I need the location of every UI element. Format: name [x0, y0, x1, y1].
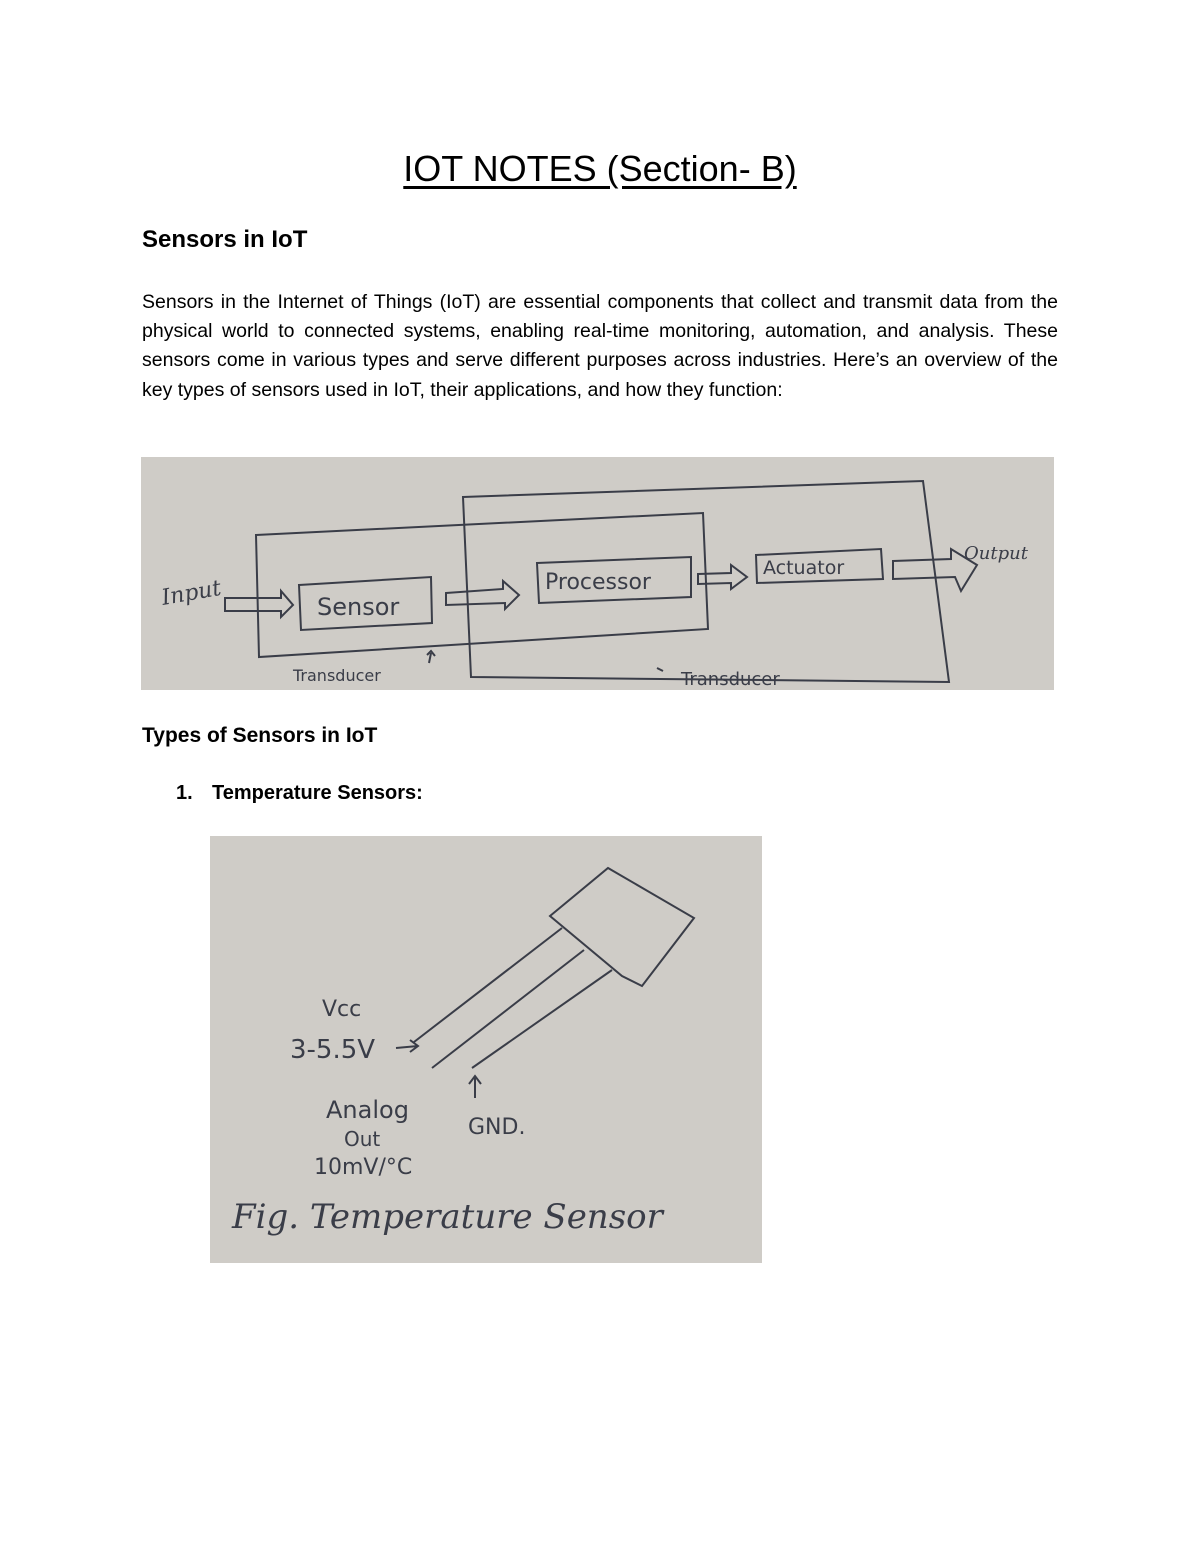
analog-label-line2: Out — [344, 1127, 381, 1151]
list-item — [176, 782, 423, 805]
intro-paragraph: Sensors in the Internet of Things (IoT) are essential components that collect and transmit data from the physical world to connected systems, enabling real-time monitoring, automation, and analysis. These sensors come in various types and serve different purposes across industries. Here’s an overview of the key types of sensors used in IoT, their applications, and how they function: — [142, 291, 1058, 401]
sensor-types-list — [176, 782, 423, 805]
sensor-processor-arrow — [446, 581, 519, 609]
temperature-sensor-drawing — [210, 836, 762, 1263]
section-heading: Sensors in IoT — [142, 226, 308, 253]
types-heading: Types of Sensors in IoT — [142, 724, 378, 747]
transducer-left-label: Transducer — [293, 666, 381, 685]
page-title: IOT NOTES (Section- B) — [403, 148, 797, 189]
input-arrow — [225, 591, 293, 617]
analog-label-line3: 10mV/°C — [314, 1155, 413, 1180]
voltage-label: 3-5.5V — [290, 1035, 376, 1065]
figure-caption: Fig. Temperature Sensor — [232, 1197, 663, 1237]
actuator-label: Actuator — [763, 557, 845, 579]
temperature-sensor-figure — [210, 836, 762, 1263]
gnd-pointer — [469, 1076, 481, 1098]
block-diagram-drawing — [141, 457, 1054, 690]
analog-label-line1: Analog — [326, 1096, 409, 1124]
block-diagram-figure — [141, 457, 1054, 690]
transducer-right-pointer — [657, 668, 663, 671]
sensor-label: Sensor — [317, 593, 400, 621]
output-label: Output — [964, 543, 1028, 564]
transducer-right-label: Transducer — [681, 669, 780, 690]
lead-gnd — [472, 970, 612, 1068]
vcc-label: Vcc — [322, 997, 362, 1022]
sensor-body — [550, 868, 694, 986]
lead-analog — [432, 950, 584, 1068]
transducer-left-pointer — [427, 651, 435, 663]
input-label: Input — [159, 575, 224, 611]
gnd-label: GND. — [468, 1115, 526, 1140]
list-item-number: 1. — [176, 782, 193, 804]
list-item-label: Temperature Sensors: — [212, 782, 423, 804]
processor-label: Processor — [545, 570, 651, 595]
